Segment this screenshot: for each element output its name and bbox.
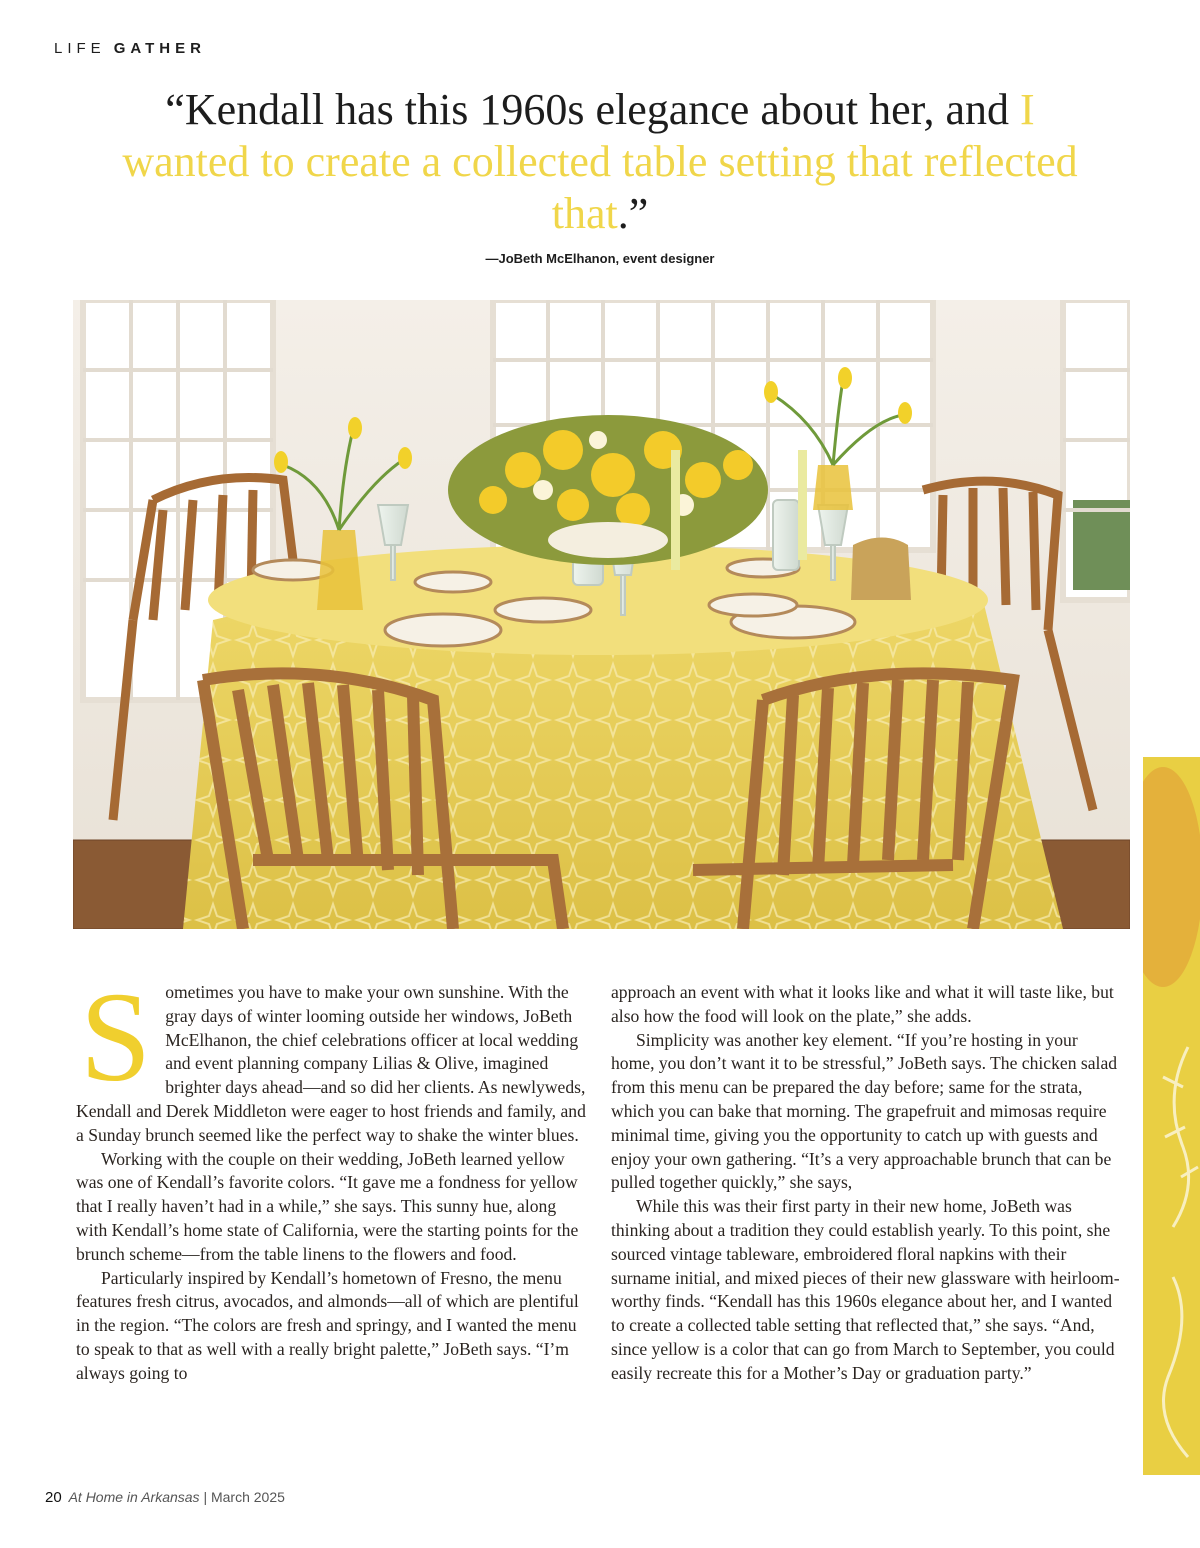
- article-paragraph: Simplicity was another key element. “If you’re hosting in your home, you don’t want it to be stressful,” JoBeth says. The chicken salad from this menu can be prepared the day before; same for the strata, which you can bake that morning. The grapefruit and mimosas require minimal time, giving you the opportunity to catch up with guests and enjoy your own gathering. “It’s a very approachable brunch that can be pulled together quickly,” she says,: [611, 1029, 1118, 1193]
- drop-cap: S: [80, 966, 152, 1108]
- pull-quote: [120, 84, 1080, 240]
- issue-date: March 2025: [210, 1489, 285, 1505]
- vase-left: [317, 530, 363, 610]
- article-paragraph: Particularly inspired by Kendall’s hometown of Fresno, the menu features fresh citrus, avocados, and almonds—all of which are plentiful in the region. “The colors are fresh and springy, and I wanted the menu to speak to that as well with a really bright palette,” JoBeth says. “I’m always going to: [76, 1267, 579, 1383]
- vase-right: [813, 465, 853, 510]
- vase-ceramic: [851, 538, 911, 601]
- centerpiece: [448, 415, 768, 565]
- article-paragraph: approach an event with what it looks like and what it will taste like, but also how the food will look on the plate,” she adds.: [611, 982, 1114, 1026]
- pull-quote-open: “Kendall has this 1960s elegance about her, and: [165, 85, 1021, 134]
- table-setting-photo: [73, 300, 1130, 929]
- candle: [798, 450, 807, 560]
- page-number: 20: [45, 1489, 62, 1506]
- article-column-left: [76, 966, 586, 1386]
- table-setting-illustration: [73, 300, 1130, 929]
- article-paragraph: Working with the couple on their wedding, JoBeth learned yellow was one of Kendall’s favorite colors. “It gave me a fondness for yellow that I really haven’t had in a while,” she says. This sunny hue, along with Kendall’s home state of California, were the starting points for the brunch scheme—from the table linens to the flowers and food.: [76, 1148, 579, 1264]
- window-right: [1063, 300, 1130, 600]
- article-column-right: [611, 981, 1121, 1386]
- pull-quote-close: .”: [617, 189, 649, 238]
- pull-quote-highlight: I wanted to create a collected table setting that reflected that: [122, 85, 1078, 238]
- adjacent-page-photo-edge: [1143, 757, 1200, 1475]
- magazine-title: At Home in Arkansas: [68, 1489, 200, 1505]
- article-paragraph: [76, 966, 586, 1148]
- candle: [671, 450, 680, 570]
- section-label: [54, 40, 206, 57]
- article-paragraph: While this was their first party in their new home, JoBeth was thinking about a tradition they could establish yearly. To this point, she sourced vintage tableware, embroidered floral napkins with their surname initial, and mixed pieces of their new glassware with heirloom-worthy finds. “Kendall has this 1960s elegance about her, and I wanted to create a collected table setting that reflected that,” she says. “And, since yellow is a color that can go from March to September, you could easily recreate this for a Mother’s Day or graduation party.”: [611, 1196, 1120, 1383]
- section-name: GATHER: [113, 40, 206, 57]
- pull-quote-attribution: —JoBeth McElhanon, event designer: [485, 251, 715, 266]
- section-prefix: LIFE: [54, 40, 106, 57]
- paragraph-text: ometimes you have to make your own sunshine. With the gray days of winter looming outside her windows, JoBeth McElhanon, the chief celebrations officer at local wedding and event planning company Lilias & Olive, imagined brighter days ahead—and so did her clients. As newlyweds, Kendall and Derek Middleton were eager to host friends and family, and a Sunday brunch seemed like the perfect way to shake the winter blues.: [76, 982, 586, 1145]
- footer-separator: |: [203, 1489, 208, 1505]
- page-footer: [45, 1489, 285, 1506]
